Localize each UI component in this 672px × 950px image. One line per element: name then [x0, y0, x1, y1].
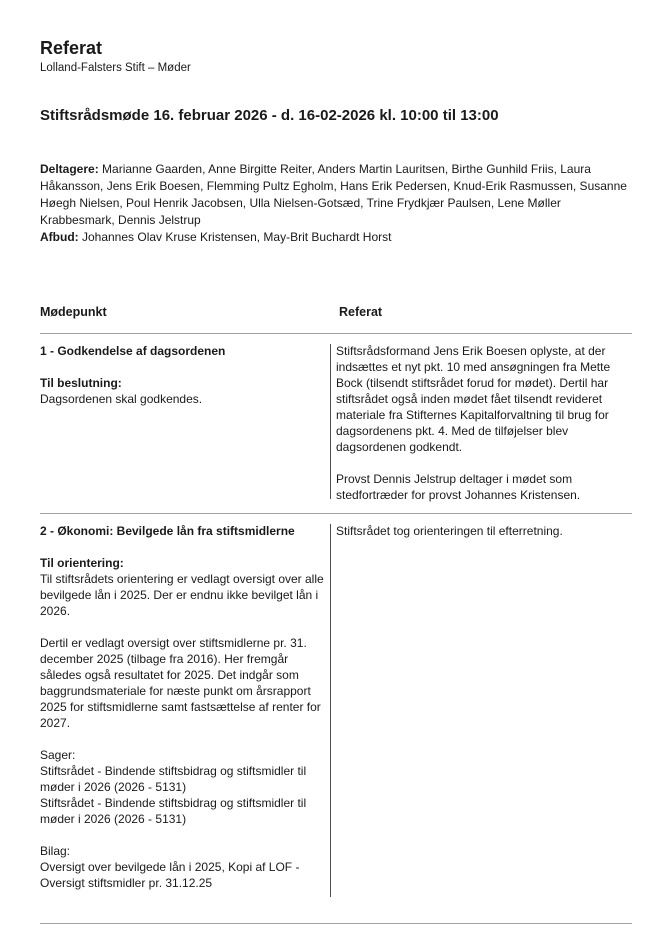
agenda-item-1-section-text: Dagsordenen skal godkendes.	[40, 392, 203, 406]
sager-label: Sager:	[40, 748, 76, 762]
agenda-item-1-title: 1 - Godkendelse af dagsordenen	[40, 344, 226, 358]
table-header-row	[40, 305, 632, 334]
agenda-item-2-section-text: Til stiftsrådets orientering er vedlagt oversigt over alle bevilgede lån i 2025. Der er endnu ikke bevilget lån i 2026.	[40, 572, 324, 618]
attendance-block	[40, 161, 632, 246]
referat-2-cell	[331, 523, 632, 901]
present-names: Marianne Gaarden, Anne Birgitte Reiter, Anders Martin Lauritsen, Birthe Gunhild Friis, Laura Håkansson, Jens Erik Boesen, Flemming Pultz Egholm, Hans Erik Pedersen, Knud-Erik Rasmussen, Susanne Høegh Nielsen, Poul Henrik Jacobsen, Ulla Nielsen-Gotsæd, Trine Frydkjær Paulsen, Lene Møller Krabbesmark, Dennis Jelstrup	[40, 162, 627, 227]
bilag-label: Bilag:	[40, 844, 71, 858]
doc-subtitle: Lolland-Falsters Stift – Møder	[40, 62, 191, 74]
agenda-item-2-cell	[40, 523, 330, 901]
table-row-2	[40, 514, 632, 924]
doc-title: Referat	[40, 38, 103, 58]
sager-block	[40, 747, 324, 827]
table-row-1	[40, 334, 632, 514]
agenda-item-2-paragraph: Dertil er vedlagt oversigt over stiftsmidlerne pr. 31. december 2025 (tilbage fra 2016). Her fremgår således også resultatet for 2025. Det indgår som baggrundsmateriale for næste punkt om årsrapport 2025 for stiftsmidlerne samt fastsættelse af renter for 2027.	[40, 636, 321, 730]
referat-2-paragraph: Stiftsrådet tog orienteringen til efterretning.	[336, 524, 563, 538]
referat-1-paragraph: Stiftsrådsformand Jens Erik Boesen oplyste, at der indsættes et nyt pkt. 10 med ansøgningen fra Mette Bock (tilsendt stiftsrådet forud for mødet). Dertil har stiftsrådet også inden mødet fået tilsendt revideret materiale fra Stifternes Kapitalforvaltning til brug for dagsordenens pkt. 4. Med de tilføjelser blev dagsordenen godkendt.	[336, 344, 611, 454]
agenda-item-1-cell	[40, 343, 330, 503]
present-label: Deltagere:	[40, 162, 99, 176]
agenda-item-2-section-label: Til orientering:	[40, 556, 124, 570]
sager-item: Stiftsrådet - Bindende stiftsbidrag og stiftsmidler til møder i 2026 (2026 - 5131)	[40, 796, 307, 826]
bottom-margin	[40, 924, 632, 950]
minutes-table	[40, 305, 632, 924]
bilag-block	[40, 843, 324, 891]
referat-1-paragraph: Provst Dennis Jelstrup deltager i mødet som stedfortræder for provst Johannes Kristensen.	[336, 472, 581, 502]
attendance-present	[40, 161, 632, 229]
bilag-text: Oversigt over bevilgede lån i 2025, Kopi af LOF - Oversigt stiftsmidler pr. 31.12.25	[40, 860, 300, 890]
column-header-modepunkt: Mødepunkt	[40, 305, 107, 319]
agenda-item-2-title: 2 - Økonomi: Bevilgede lån fra stiftsmidlerne	[40, 524, 295, 538]
meeting-title: Stiftsrådsmøde 16. februar 2026 - d. 16-02-2026 kl. 10:00 til 13:00	[40, 107, 499, 124]
column-header-referat: Referat	[339, 305, 383, 319]
referat-1-cell	[331, 343, 632, 503]
sager-item: Stiftsrådet - Bindende stiftsbidrag og stiftsmidler til møder i 2026 (2026 - 5131)	[40, 764, 307, 794]
absent-names: Johannes Olav Kruse Kristensen, May-Brit Buchardt Horst	[78, 230, 392, 244]
absent-label: Afbud:	[40, 230, 79, 244]
attendance-absent	[40, 229, 632, 246]
agenda-item-1-section-label: Til beslutning:	[40, 376, 122, 390]
